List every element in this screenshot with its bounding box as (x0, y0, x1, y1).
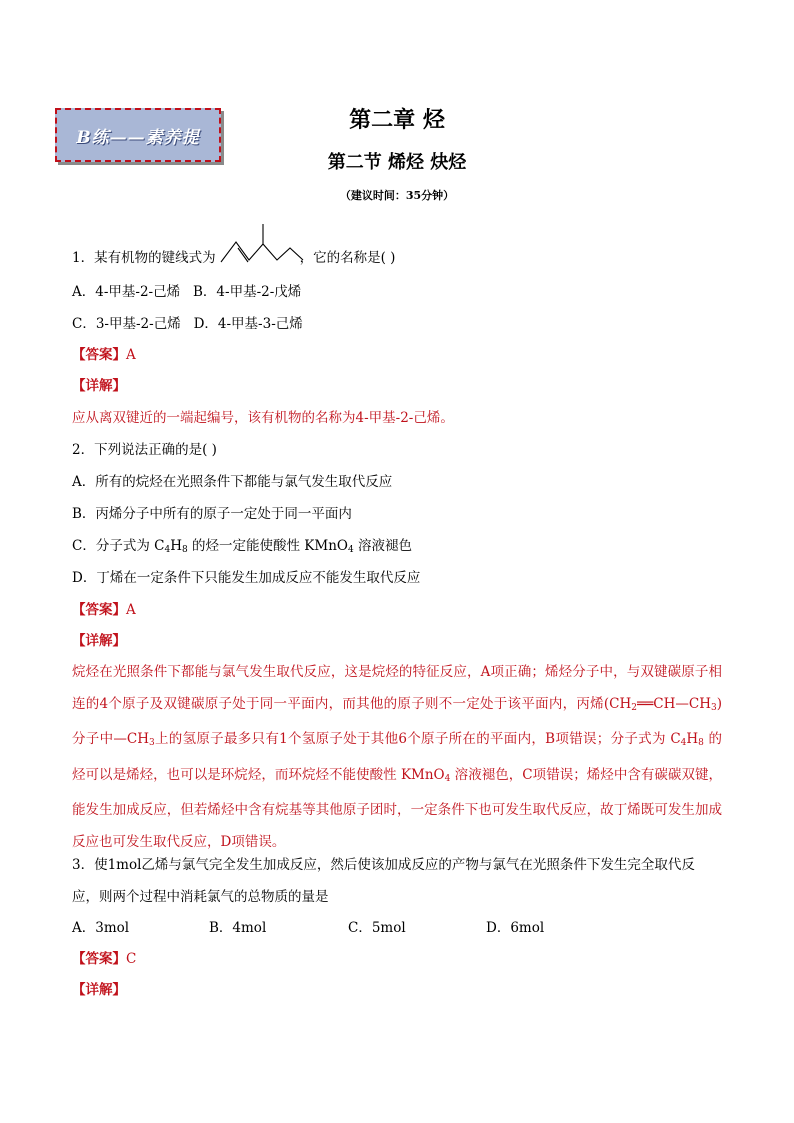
double-bond-line (238, 248, 248, 262)
section-title: 第二节 烯烃 炔烃 (327, 152, 467, 173)
q2-detail-sub5: 8 (698, 738, 704, 748)
q2-detail-part1: 烷烃在光照条件下都能与氯气发生取代反应，这是烷烃的特征反应，A项正确；烯烃分子中，与双键碳原子相连的4个原子及双键碳原子处于同一平面内，而其他的原子则不一定处于该平面内，丙烯(CH (72, 664, 722, 712)
q2-detail-text (72, 657, 722, 858)
q1-detail-label: 【详解】 (72, 378, 126, 394)
q3-stem-line2: 应，则两个过程中消耗氯气的总物质的量是 (72, 889, 329, 905)
q1-option-d: D．4-甲基-3-己烯 (193, 316, 303, 332)
q2-option-c (72, 536, 412, 560)
q2-detail-part5: H (686, 731, 699, 747)
q3-option-b: B．4mol (209, 920, 267, 936)
chapter-title: 第二章 烃 (349, 107, 445, 133)
q2-detail-part4: 上的氢原子最多只有1个氢原子处于其他6个原子所在的平面内，B项错误；分子式为 C (154, 731, 681, 747)
q2-stem: 2．下列说法正确的是( ) (72, 442, 217, 458)
q2-detail-part2: ══CH—CH (637, 695, 711, 712)
skeletal-formula-diagram (219, 220, 305, 266)
q2-detail-sub4: 4 (680, 738, 687, 748)
q1-option-c: C．3-甲基-2-己烯 (72, 316, 181, 332)
q2-detail-sub3: 3 (148, 738, 155, 748)
q2-option-c-sub2: 8 (181, 545, 188, 555)
q1-detail-text: 应从离双键近的一端起编号，该有机物的名称为4-甲基-2-己烯。 (72, 410, 454, 426)
q2-detail-sub6: 4 (444, 773, 451, 784)
q3-answer-value: C (126, 951, 137, 967)
q3-answer-label: 【答案】 (72, 951, 126, 967)
q2-detail-sub1: 2 (631, 702, 638, 713)
q2-answer-value: A (126, 602, 136, 618)
q2-detail-sub2: 3 (710, 702, 717, 713)
q3-answer (72, 949, 136, 969)
q2-option-b: B．丙烯分子中所有的原子一定处于同一平面内 (72, 506, 352, 522)
q2-detail-label: 【详解】 (72, 633, 126, 649)
q1-stem-after: ，它的名称是( ) (299, 250, 396, 266)
q2-option-c-part4: 溶液褪色 (353, 538, 412, 554)
q2-answer-label: 【答案】 (72, 602, 126, 618)
q1-option-a: A．4-甲基-2-己烯 (72, 284, 181, 300)
q2-option-c-part1: C．分子式为 C (72, 538, 165, 554)
q2-detail-part3: )分子中—CH (72, 695, 722, 747)
q2-option-d: D．丁烯在一定条件下只能发生加成反应不能发生取代反应 (72, 570, 421, 586)
q3-option-d: D．6mol (486, 920, 545, 936)
q1-answer-label: 【答案】 (72, 347, 126, 363)
q1-stem-before: 1．某有机物的键线式为 (72, 250, 216, 266)
q3-option-a: A．3mol (72, 920, 130, 936)
q1-answer (72, 345, 136, 365)
q1-options-ab (72, 282, 301, 302)
q3-detail-label: 【详解】 (72, 982, 126, 998)
q2-answer (72, 600, 136, 620)
time-hint: （建议时间：35分钟） (339, 189, 455, 202)
q1-options-cd (72, 314, 303, 334)
q3-option-c: C．5mol (348, 920, 406, 936)
q2-option-c-sub1: 4 (164, 545, 171, 555)
q1-option-b: B．4-甲基-2-戊烯 (193, 284, 302, 300)
q2-option-c-sub3: 4 (347, 545, 354, 555)
badge-text: B练——素养提 (76, 127, 200, 148)
q2-detail-part7: 溶液褪色，C项错误；烯烃中含有碳碳双键，能发生加成反应，但若烯烃中含有烷基等其他原子团时，一定条件下也可发生取代反应，故丁烯既可发生加成反应也可发生取代反应，D项错误。 (72, 766, 723, 850)
q2-detail-part6: 的烃可以是烯烃，也可以是环烷烃，而环烷烃不能使酸性 KMnO (72, 731, 722, 783)
q2-option-c-part3: 的烃一定能使酸性 KMnO (187, 538, 348, 554)
q2-option-a: A．所有的烷烃在光照条件下都能与氯气发生取代反应 (72, 474, 393, 490)
q1-answer-value: A (126, 347, 136, 363)
skeletal-chain (221, 242, 303, 262)
q2-option-c-part2: H (170, 538, 182, 554)
q3-stem-line1: 3．使1mol乙烯与氯气完全发生加成反应，然后使该加成反应的产物与氯气在光照条件下发生完全取代反 (72, 857, 695, 873)
